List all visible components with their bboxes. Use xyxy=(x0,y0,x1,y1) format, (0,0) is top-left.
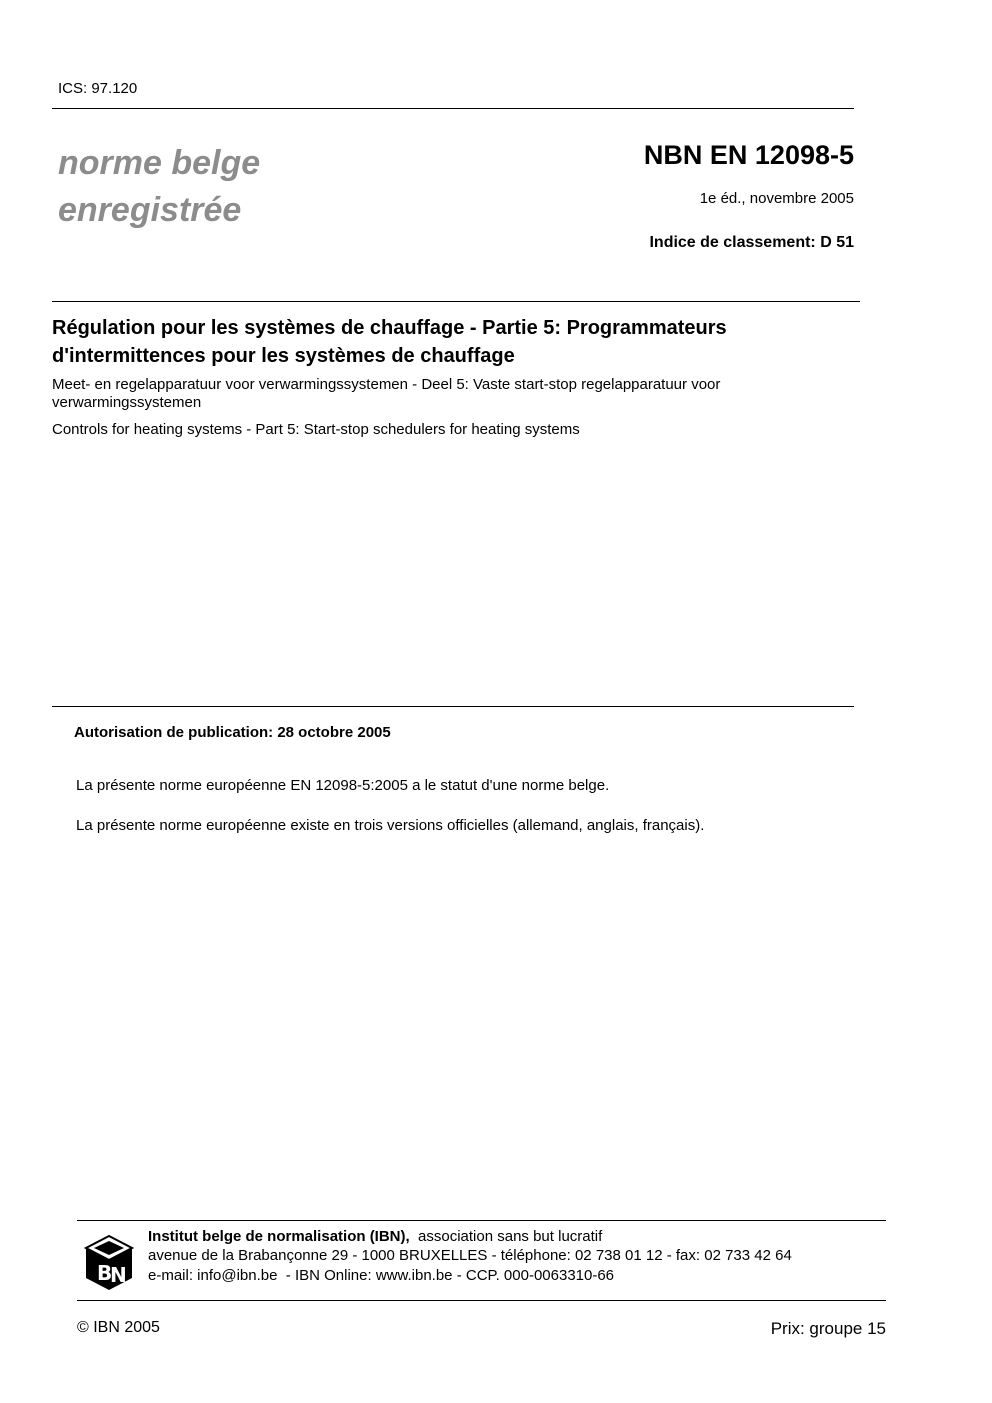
versions-paragraph: La présente norme européenne existe en trois versions officielles (allemand, anglais, français). xyxy=(76,817,705,834)
standard-number: NBN EN 12098-5 xyxy=(643,140,854,170)
divider xyxy=(77,1220,886,1221)
divider xyxy=(77,1300,886,1301)
edition-date: 1e éd., novembre 2005 xyxy=(699,190,854,207)
status-paragraph: La présente norme européenne EN 12098-5:2005 a le statut d'une norme belge. xyxy=(76,777,610,794)
divider xyxy=(52,108,854,109)
divider xyxy=(52,301,860,302)
divider xyxy=(52,706,854,707)
ics-code: ICS: 97.120 xyxy=(58,80,138,97)
ibn-logo-icon xyxy=(84,1234,134,1292)
institute-contact: e-mail: info@ibn.be - IBN Online: www.ibn.be - CCP. 000-0063310-66 xyxy=(148,1267,615,1284)
price-group: Prix: groupe 15 xyxy=(770,1319,886,1338)
classification-index: Indice de classement: D 51 xyxy=(649,234,854,251)
institute-line xyxy=(148,1228,602,1245)
copyright: © IBN 2005 xyxy=(77,1319,160,1336)
register-label-line1: norme belge xyxy=(58,144,261,182)
institute-description: association sans but lucratif xyxy=(409,1228,603,1245)
svg-text:N: N xyxy=(110,1263,127,1287)
title-english: Controls for heating systems - Part 5: Start-stop schedulers for heating systems xyxy=(52,421,580,438)
publication-authorization: Autorisation de publication: 28 octobre 2005 xyxy=(74,724,391,741)
register-label-line2: enregistrée xyxy=(58,191,242,229)
institute-name: Institut belge de normalisation (IBN), xyxy=(148,1228,410,1245)
title-dutch: Meet- en regelapparatuur voor verwarmingssystemen - Deel 5: Vaste start-stop regelapparatuur voor verwarmingssystemen xyxy=(52,376,721,411)
title-french: Régulation pour les systèmes de chauffage - Partie 5: Programmateurs d'intermittences pour les systèmes de chauffage xyxy=(52,317,727,367)
institute-address: avenue de la Brabançonne 29 - 1000 BRUXELLES - téléphone: 02 738 01 12 - fax: 02 733 42 64 xyxy=(148,1247,792,1264)
svg-text:B: B xyxy=(97,1261,113,1285)
